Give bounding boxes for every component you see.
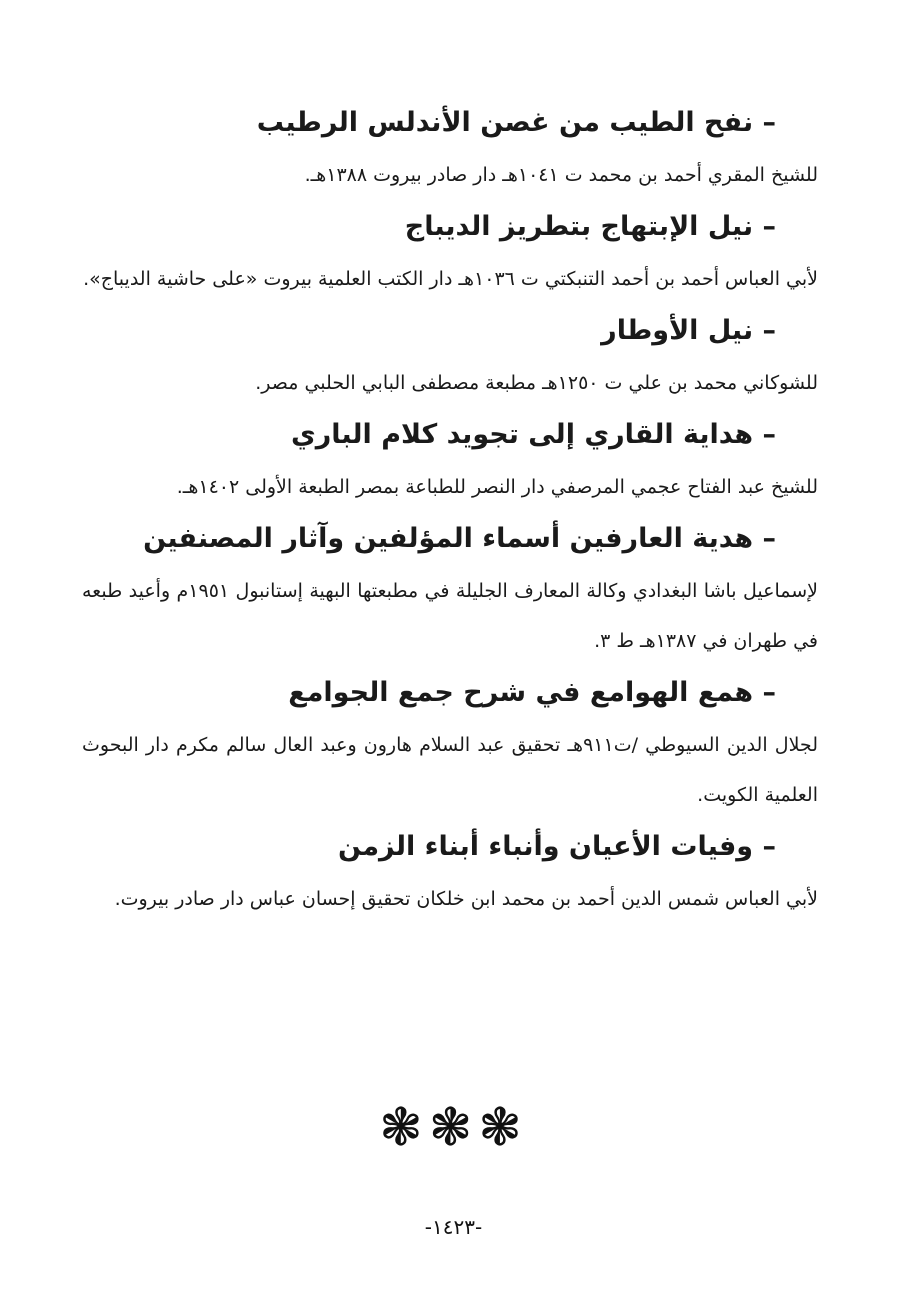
entry-title: – نيل الإبتهاج بتطريز الديباج	[404, 211, 776, 242]
entry-title: – نفح الطيب من غصن الأندلس الرطيب	[256, 107, 776, 138]
bibliography-entry	[82, 666, 818, 820]
bibliography-entry	[82, 200, 818, 304]
entry-description: للشيخ عبد الفتاح عجمي المرصفي دار النصر للطباعة بمصر الطبعة الأولى ١٤٠٢هـ.	[176, 476, 818, 498]
section-divider-ornament: ❃❃❃	[379, 1098, 528, 1158]
entry-title: – وفيات الأعيان وأنباء أبناء الزمن	[338, 831, 776, 862]
entry-description: لأبي العباس شمس الدين أحمد بن محمد ابن خلكان تحقيق إحسان عباس دار صادر بيروت.	[114, 888, 818, 910]
bibliography-entry	[82, 820, 818, 924]
page-number: -١٤٢٣-	[424, 1215, 483, 1239]
bibliography-entry	[82, 96, 818, 200]
entry-description: للشوكاني محمد بن علي ت ١٢٥٠هـ مطبعة مصطفى البابي الحلبي مصر.	[255, 372, 818, 394]
bibliography-entry	[82, 512, 818, 666]
entry-description: لجلال الدين السيوطي /ت٩١١هـ تحقيق عبد السلام هارون وعبد العال سالم مكرم دار البحوث العلمية الكويت.	[82, 734, 818, 806]
entry-description: للشيخ المقري أحمد بن محمد ت ١٠٤١هـ دار صادر بيروت ١٣٨٨هـ.	[304, 164, 818, 186]
entry-title: – هداية القاري إلى تجويد كلام الباري	[290, 419, 776, 450]
entry-title: – هدية العارفين أسماء المؤلفين وآثار المصنفين	[143, 523, 776, 554]
bibliography-list	[82, 96, 818, 924]
bibliography-entry	[82, 304, 818, 408]
bibliography-entry	[82, 408, 818, 512]
entry-description: لإسماعيل باشا البغدادي وكالة المعارف الجليلة في مطبعتها البهية إستانبول ١٩٥١م وأعيد طبعه في طهران في ١٣٨٧هـ ط ٣.	[82, 580, 818, 652]
entry-title: – همع الهوامع في شرح جمع الجوامع	[288, 677, 776, 708]
entry-description: لأبي العباس أحمد بن أحمد التنبكتي ت ١٠٣٦هـ دار الكتب العلمية بيروت «على حاشية الديباج».	[83, 268, 818, 290]
entry-title: – نيل الأوطار	[601, 315, 776, 346]
